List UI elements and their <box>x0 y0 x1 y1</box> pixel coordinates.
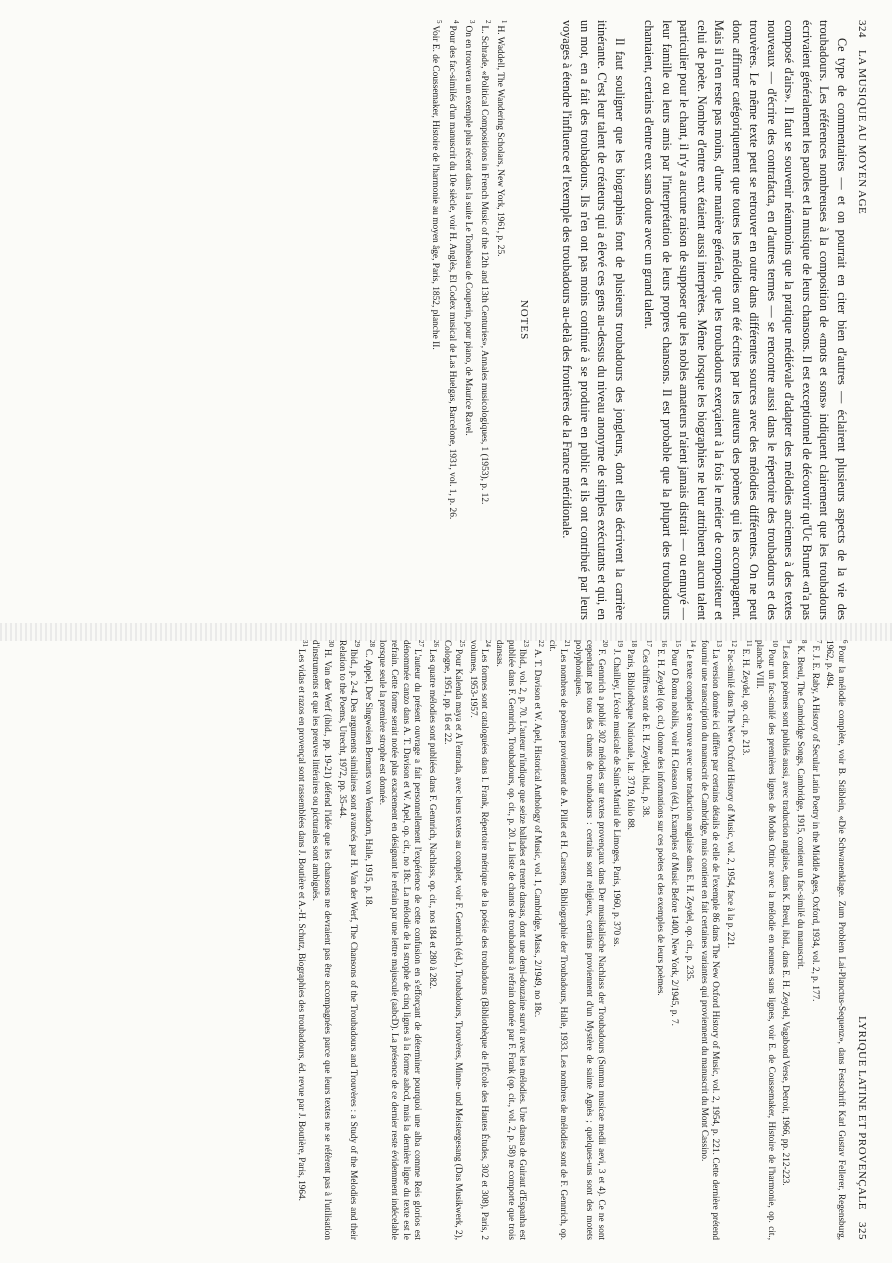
footnote: $^{25}$Pour Kalenda maya et A l'entrada, avec leurs textes au complet, voir F. Gennrich (éd.), Troubadours, Trouvères, Minne- und Meistergesang (Das Musikwerk, 2), Cologne, 1951, pp. 16 et 22. <box>442 640 467 1240</box>
footnote: $^{21}$Les nombres de poèmes proviennent de A. Pillet et H. Carstens, Bibliographie der Troubadours, Halle, 1933. Les nombres de mélodies sont de F. Gennrich, op. cit. <box>547 640 572 1240</box>
footnote: $^{12}$Fac-similé dans The New Oxford History of Music, vol. 2, 1954, face à la p. 221. <box>725 640 738 949</box>
footnote: $^{20}$F. Gennrich a publié 302 mélodies sur textes provençaux dans Der musikalische Nachlass der Troubadours (Summa musicae medii aevi, 3 et 4). Ce ne sont cependant pas tous des chants de troubadours : certains sont religieux, certains proviennent d'un Mystère de sainte Agnès ; quelques-uns sont des motets polyphoniques. <box>573 640 610 1240</box>
left-notes <box>429 20 510 620</box>
footnote: $^{28}$C. Appel, Der Singweisen Bernarts von Ventadorn, Halle, 1915, p. 18. <box>363 640 376 907</box>
paragraph: Ce type de commentaires — et on pourrait en citer bien d'autres — éclairent plusieurs aspects de la vie des troubadours. Les références nombreuses à la composition de «mots et sons» indiquent clairement que les troubadours écrivaient généralement les paroles et la musique de leurs chansons. Il est exceptionnel de découvrir qu'Uc Brunet «n'a pas composé d'airs». Il faut se souvenir néanmoins que la pratique médiévale d'adapter des mélodies anciennes à des textes nouveaux — d'écrire des contrafacta, en d'autres termes — se rencontre aussi dans le répertoire des troubadours et des trouvères. Le même texte peut se retrouver en outre dans différentes sources avec des mélodies différentes. On ne peut donc affirmer catégoriquement que toutes les mélodies ont été écrites par les auteurs des poèmes qui les accompagnent. Mais il n'en reste pas moins, d'une manière générale, que les troubadours exerçaient à la fois le métier de compositeur et celui de poète. Nombre d'entre eux étaient aussi interprètes. Même lorsque les biographies ne leur attribuent aucun talent particulier pour le chant, il n'y a aucune raison de supposer que les nobles amateurs n'aient jamais distrait — ou ennuyé — leur famille ou leurs amis par l'interprétation de leurs propres chansons. Il est probable que la plupart des troubadours chantaient, certains d'entre eux sans doute avec un grand talent. <box>642 20 849 620</box>
right-page-number: 325 <box>856 1222 868 1240</box>
left-running-header <box>850 20 868 620</box>
right-running-header <box>850 640 868 1240</box>
footnote: $^{26}$Les quatre mélodies sont publiées dans F. Gennrich, Nachlass, op. cit., nos 184 et 280 à 282. <box>427 640 440 989</box>
left-header-title: LA MUSIQUE AU MOYEN AGE <box>856 50 868 215</box>
footnote: $^{18}$Paris, Bibliothèque Nationale, lat. 3719, folio 88. <box>626 640 639 830</box>
footnote: $^{15}$Pour O Roma nobilis, voir H. Gleason (éd.), Examples of Music Before 1400, New York, 2/1945, p. 7. <box>670 640 683 1026</box>
footnote: $^{22}$A. T. Davison et W. Apel, Historical Anthology of Music, vol. 1, Cambridge, Mass., 2/1949, no 18c. <box>532 640 545 1018</box>
footnote: $^1$H. Waddell, The Wandering Scholars, New York, 1961, p. 25. <box>494 20 508 257</box>
footnote: $^{11}$E. H. Zeydel, op. cit., p. 213. <box>740 640 753 756</box>
footnote: $^3$On en trouvera un exemple plus récent dans la suite Le Tombeau de Couperin, pour piano, de Maurice Ravel. <box>462 20 476 436</box>
left-page <box>98 20 868 620</box>
footnote: $^{24}$Les formes sont cataloguées dans I. Frank, Répertoire métrique de la poésie des troubadours (Bibliothèque de l'École des Hautes Études, 302 et 308), Paris, 2 volumes, 1953-1957. <box>468 640 493 1240</box>
footnote: $^{27}$L'auteur du présent ouvrage a fait personnellement l'expérience de cette confusion en s'efforçant de déterminer pourquoi une alba comme Reis glorios est dénommée canzo dans A. T. Davison et W. Apel, op. cit., no 18c. La mélodie de la strophe de cinq lignes à la forme aabcd, mais la dernière ligne du texte est le refrain. Cette forme serait notée plus exactement en désignant le refrain par une lettre majuscule (aabcD). La présence de ce dernier reste évidemment indécelable lorsque seule la première strophe est donnée. <box>378 640 426 1240</box>
footnote: $^{14}$Le texte complet se trouve avec une traduction anglaise dans E. H. Zeydel, op. cit., p. 235. <box>684 640 697 982</box>
page-fold <box>0 623 892 641</box>
footnote: $^{19}$J. Chailley, L'école musicale de Saint-Martial de Limoges, Paris, 1960, p. 370 ss. <box>611 640 624 947</box>
paragraph: Il faut souligner que les biographies font de plusieurs troubadours des jongleurs, dont elles décrivent la carrière itinérante. C'est leur talent de créateurs qui a élevé ces gens au-dessus du niveau anonyme de simples exécutants et qui, en un mot, en a fait des troubadours. Ils n'en ont pas moins continué à se produire en public et ils ont contribué par leurs voyages à étendre l'influence et l'exemple des troubadours au-delà des frontières de la France méridionale. <box>560 20 627 620</box>
footnote: $^{23}$Ibid., vol. 2, p. 70. L'auteur n'indique que seize ballades et trente dansas, dont une demi-douzaine survit avec les mélodies. Une dansa de Guiraut d'Espanha est publiée dans F. Gennrich, Troubadours, op. cit., p. 20. La liste de chants de troubadours à refrain donnée par F. Frank (op. cit., vol. 2, p. 58) ne comporte que trois dansas. <box>495 640 531 1240</box>
footnote: $^{10}$Pour un fac-similé des premières lignes de Modus Ottinc avec la mélodie en neumes sans lignes, voir E. de Coussemaker, Histoire de l'harmonie, op. cit., planche VIII. <box>755 640 779 1240</box>
right-notes <box>295 640 850 1240</box>
left-body-text <box>558 20 850 620</box>
footnote: $^5$Voir E. de Coussemaker, Histoire de l'harmonie au moyen âge, Paris, 1852, planche II. <box>430 20 444 350</box>
footnote: $^4$Pour des fac-similés d'un manuscrit du 10e siècle, voir H. Anglès, El Codex musical de Las Huelgas, Barcelone, 1931, vol. 1, p. 26. <box>446 20 460 520</box>
footnote: $^{29}$Ibid., p. 2-4. Des arguments similaires sont avancés par H. Van der Werf, The Chansons of the Troubadours and Trouvères : a Study of the Melodies and their Relation to the Poems, Utrecht, 1972, pp. 35-44. <box>337 640 362 1240</box>
footnote: $^{17}$Ces chiffres sont de E. H. Zeydel, ibid., p. 38. <box>640 640 653 818</box>
footnote: $^8$K. Breul, The Cambridge Songs, Cambridge, 1915, contient un fac-similé du manuscrit. <box>796 640 809 970</box>
footnote: $^{16}$E. H. Zeydel (op. cit.) donne des informations sur ces poètes et des exemples de leurs poèmes. <box>655 640 668 996</box>
footnote: $^9$Les deux poèmes sont publiés aussi, avec traduction anglaise, dans K. Breul, ibid., dans E. H. Zeydel, Vagabond Verse, Detroit, 1966, pp. 212-223. <box>781 640 794 1186</box>
footnote: $^7$F. J. E. Raby, A History of Secular Latin Poetry in the Middle Ages, Oxford, 1934, vol. 2, p. 177. <box>810 640 823 1002</box>
right-page <box>88 640 868 1240</box>
footnote: $^{31}$Les vidas et razos en provençal sont rassemblées dans J. Boutière et A.-H. Schutz, Biographies des troubadours, éd. revue par J. Boutière, Paris, 1964. <box>296 640 309 1201</box>
footnote: $^2$L. Schrade, «Political Compositions in French Music of the 12th and 13th Centuries», Annales musicologiques, 1 (1953), p. 12. <box>478 20 492 505</box>
footnote: $^{30}$H. Van der Werf (ibid., pp. 19-21) défend l'idée que les chansons ne devraient pas être accompagnées parce que leurs textes ne se réfèrent pas à l'utilisation d'instruments et que les preuves littéraires ou picturales sont ambiguës. <box>311 640 335 1240</box>
left-page-number: 324 <box>856 20 868 38</box>
right-header-title: LYRIQUE LATINE ET PROVENÇALE <box>856 1016 868 1210</box>
footnote: $^6$Pour la mélodie complète, voir B. Stäblein, «Die Schwanenklage. Zum Problem Lai-Planctus-Sequenz», dans Festschrift Karl Gustav Fellerer, Regensburg, 1962, p. 494. <box>825 640 849 1240</box>
notes-heading: NOTES <box>518 299 530 341</box>
footnote: $^{13}$La version donnée ici diffère par certains détails de celle de l'exemple 86 dans The New Oxford History of Music, vol. 2, 1954, p. 221. Cette dernière prétend fournir une transcription du manuscrit de Cambridge, mais contient en fait certaines variantes qui proviennent du manuscrit du Mont Cassino. <box>699 640 724 1240</box>
